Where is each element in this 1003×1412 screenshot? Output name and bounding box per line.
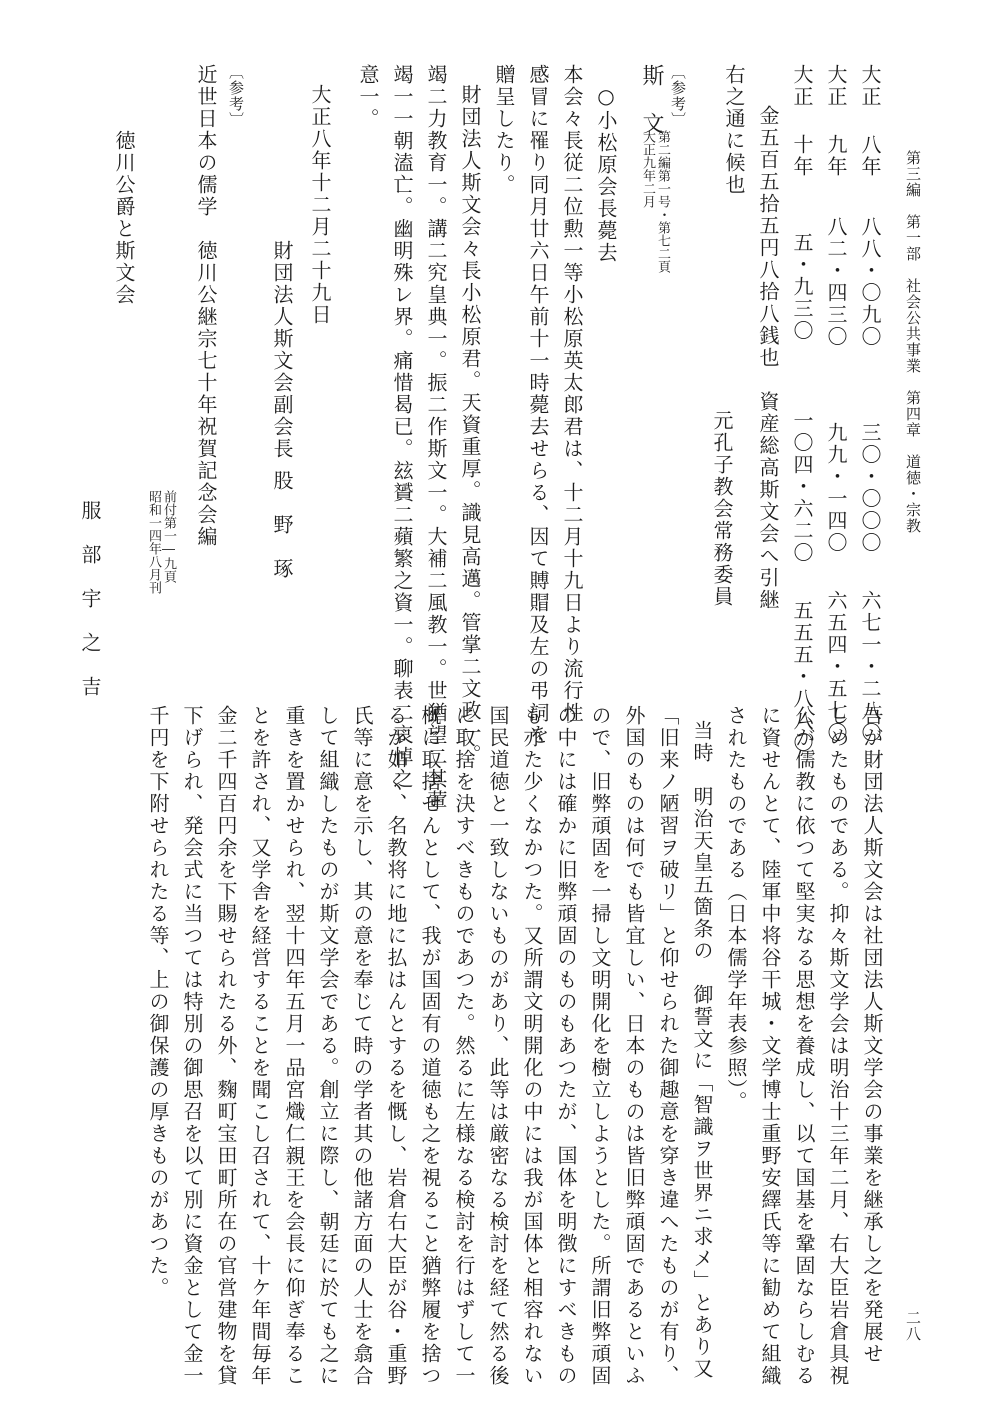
body-line-21: 下げられ、発会式に当つては特別の御思召を以て別に資金として金一 xyxy=(180,705,204,1387)
ref1-signer-name: 股 野 琢 xyxy=(270,470,294,580)
row-value-1: 五・九三〇 xyxy=(790,232,814,342)
ref1-label: 〔参考〕 xyxy=(669,64,687,128)
ref2-subtitle: 徳川公爵と斯文会 xyxy=(112,130,136,306)
body-line-9: ので、旧弊頑固を一掃し文明開化を樹立しようとした。所謂旧弊頑固 xyxy=(588,705,612,1387)
ref1-source xyxy=(640,130,670,273)
row-value-3: 六五四・五七〇 xyxy=(824,590,848,744)
body-line-22: 千円を下附せられたる等、上の御保護の厚きものがあつた。 xyxy=(146,705,170,1299)
row-year: 大正 八年 xyxy=(858,64,882,178)
body-line-6: 当時 明治天皇五箇条の 御誓文に「智識ヲ世界ニ求メ」とあり又 xyxy=(690,720,714,1380)
page-number: 二八 xyxy=(904,1310,922,1342)
row-value-2: 三〇・〇〇〇 xyxy=(858,422,882,554)
body-line-8: 外国のものは何でも皆宜しい、日本のものは皆旧弊頑固であるといふ xyxy=(622,705,646,1387)
body-line-2: しめたものである。抑々斯文学会は明治十三年二月、右大臣岩倉具視 xyxy=(826,705,850,1387)
row-value-2: 一〇四・六二〇 xyxy=(790,410,814,564)
ref2-title: 近世日本の儒学 徳川公継宗七十年祝賀記念会編 xyxy=(194,64,218,548)
ref1-body-line-5: 竭二力教育一。講二究皇典一。振二作斯文一。大補二風教一。世猶望二其葷 xyxy=(424,64,448,812)
ref1-body-line-3: 贈呈したり。 xyxy=(492,64,516,196)
body-line-19: とを許され、又学舎を経営することを聞こし召されて、十ケ年間毎年 xyxy=(248,705,272,1387)
ref2-source xyxy=(144,490,176,594)
table-row-1 xyxy=(860,64,880,744)
body-line-7: 「旧来ノ陋習ヲ破リ」と仰せられた御趣意を穿き違へたものが有り、 xyxy=(656,705,680,1387)
ref1-date: 大正八年十二月二十九日 xyxy=(308,84,332,326)
row-value-1: 八八・〇九〇 xyxy=(858,216,882,348)
body-line-14: 概に取捨せんとして、我が国固有の道徳も之を視ること猶弊履を捨つ xyxy=(418,705,442,1387)
body-line-4: に資せんとて、陸軍中将谷干城・文学博士重野安繹氏等に勧めて組織 xyxy=(758,705,782,1387)
ref1-body-line-1: 本会々長従二位勲一等小松原英太郎君は、十二月十九日より流行性 xyxy=(560,64,584,724)
ref1-body-line-6: 竭一一朝溘亡。幽明殊レ界。痛惜曷已。玆贇二蘋繁之資一。聊表二哀悼之 xyxy=(390,64,414,790)
ref1-source-line2: 大正九年二月 xyxy=(640,130,655,208)
transfer-line: 金五百五拾五円八拾八銭也 資産総高斯文会へ引継 xyxy=(756,105,780,611)
ref1-heading: ○小松原会長薨去 xyxy=(594,84,618,264)
ref1-body-line-4: 財団法人斯文会々長小松原君。天資重厚。識見高邁。管掌二文政一。 xyxy=(458,84,482,766)
row-value-1: 八二・四三〇 xyxy=(824,216,848,348)
ref1-signer-title: 財団法人斯文会副会長 xyxy=(270,240,294,460)
ref2-label: 〔参考〕 xyxy=(227,64,245,128)
body-line-17: して組織したものが斯文学会である。創立に際し、朝廷に於ても之に xyxy=(316,705,340,1387)
body-line-18: 重きを置かせられ、翌十四年五月一品宮熾仁親王を会長に仰ぎ奉るこ xyxy=(282,705,306,1387)
body-line-1: 吾が財団法人斯文会は社団法人斯文学会の事業を継承し之を発展せ xyxy=(860,705,884,1365)
row-value-2: 九九・一四〇 xyxy=(824,422,848,554)
body-line-10: の中には確かに旧弊頑固のものもあつたが、国体を明徴にすべきもの xyxy=(554,705,578,1387)
table-row-3 xyxy=(792,64,812,754)
ref1-body-line-2: 感冒に罹り同月廿六日午前十一時薨去せらる、因て賻賵及左の弔詞を xyxy=(526,64,550,746)
row-year: 大正 十年 xyxy=(790,64,814,178)
body-line-15: るが如く、名教将に地に払はんとするを慨し、岩倉右大臣が谷・重野 xyxy=(384,705,408,1387)
ref1-body-line-7: 意一。 xyxy=(356,64,380,130)
ref1-source-line1: 第二編第一号・第七二頁 xyxy=(655,130,670,273)
ref2-source-line1: 前付第一―九頁 xyxy=(161,490,176,583)
body-line-3: 公が儒教に依つて堅実なる思想を養成し、以て国基を鞏固ならしむる xyxy=(792,705,816,1387)
row-year: 大正 九年 xyxy=(824,64,848,178)
body-line-16: 氏等に意を示し、其の意を奉じて時の学者其の他諸方面の人士を翕合 xyxy=(350,705,374,1387)
table-row-2 xyxy=(826,64,846,744)
body-line-5: されたものである（日本儒学年表参照）。 xyxy=(724,705,748,1113)
body-line-20: 金二千四百円余を下賜せられたる外、麴町宝田町所在の官営建物を貸 xyxy=(214,705,238,1387)
ref2-source-line2: 昭和一四年八月刊 xyxy=(146,490,161,594)
body-line-11: も亦た少くなかつた。又所謂文明開化の中には我が国体と相容れない xyxy=(520,705,544,1387)
body-line-13: に取捨を決すべきものであつた。然るに左様なる検討を行はずして一 xyxy=(452,705,476,1387)
conclusion-line: 右之通に候也 xyxy=(722,64,746,196)
part-header: 第三編 第一部 社会公共事業 第四章 道徳・宗教 xyxy=(904,150,922,534)
table-signer: 元孔子教会常務委員 xyxy=(710,410,734,608)
ref2-author: 服 部 宇 之 吉 xyxy=(78,500,102,698)
row-value-3: 五五五・八八〇 xyxy=(790,600,814,754)
ref1-signer xyxy=(272,240,292,580)
row-value-3: 六七一・二八〇 xyxy=(858,590,882,744)
body-line-12: 国民道徳と一致しないものがあり、此等は厳密なる検討を経て然る後 xyxy=(486,705,510,1387)
ref1-title: 斯 文 xyxy=(639,64,664,136)
